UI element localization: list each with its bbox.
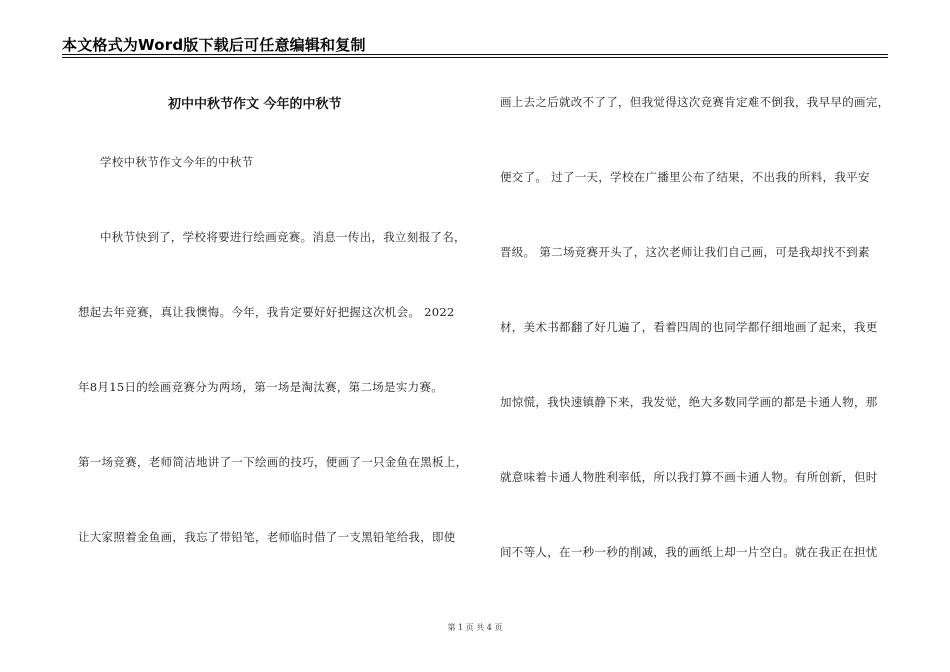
right-line-3: 晋级。 第二场竞赛开头了，这次老师让我们自己画，可是我却找不到素: [500, 245, 870, 259]
right-line-5: 加惊慌，我快速镇静下来，我发觉，绝大多数同学画的都是卡通人物，那: [500, 395, 878, 409]
left-line-6: 让大家照着金鱼画，我忘了带铅笔，老师临时借了一支黑铅笔给我，即使: [78, 530, 456, 544]
left-line-5: 第一场竞赛，老师简洁地讲了一下绘画的技巧，便画了一只金鱼在黑板上，: [78, 455, 468, 469]
right-line-2: 便交了。 过了一天，学校在广播里公布了结果，不出我的所料，我平安: [500, 170, 870, 184]
header-rule-thin: [62, 57, 888, 58]
document-header-title: 本文格式为Word版下载后可任意编辑和复制: [62, 36, 366, 54]
left-line-3: 想起去年竞赛，真让我懊悔。今年，我肯定要好好把握这次机会。 2022: [78, 305, 455, 319]
right-line-6: 就意味着卡通人物胜利率低，所以我打算不画卡通人物。有所创新，但时: [500, 470, 878, 484]
right-line-4: 材，美术书都翻了好几遍了，看着四周的也同学都仔细地画了起来，我更: [500, 320, 878, 334]
left-line-2: 中秋节快到了，学校将要进行绘画竞赛。消息一传出，我立刻报了名，: [100, 230, 466, 244]
right-line-1: 画上去之后就改不了了，但我觉得这次竞赛肯定难不倒我，我早早的画完，: [500, 95, 890, 109]
header-rule-thick: [62, 54, 888, 55]
article-title: 初中中秋节作文 今年的中秋节: [168, 97, 342, 112]
page-footer: 第 1 页 共 4 页: [447, 623, 503, 632]
left-line-4: 年8月15日的绘画竞赛分为两场，第一场是淘汰赛，第二场是实力赛。: [78, 380, 444, 394]
right-line-7: 间不等人，在一秒一秒的削减，我的画纸上却一片空白。就在我正在担忧: [500, 545, 878, 559]
left-line-1: 学校中秋节作文今年的中秋节: [100, 155, 254, 169]
